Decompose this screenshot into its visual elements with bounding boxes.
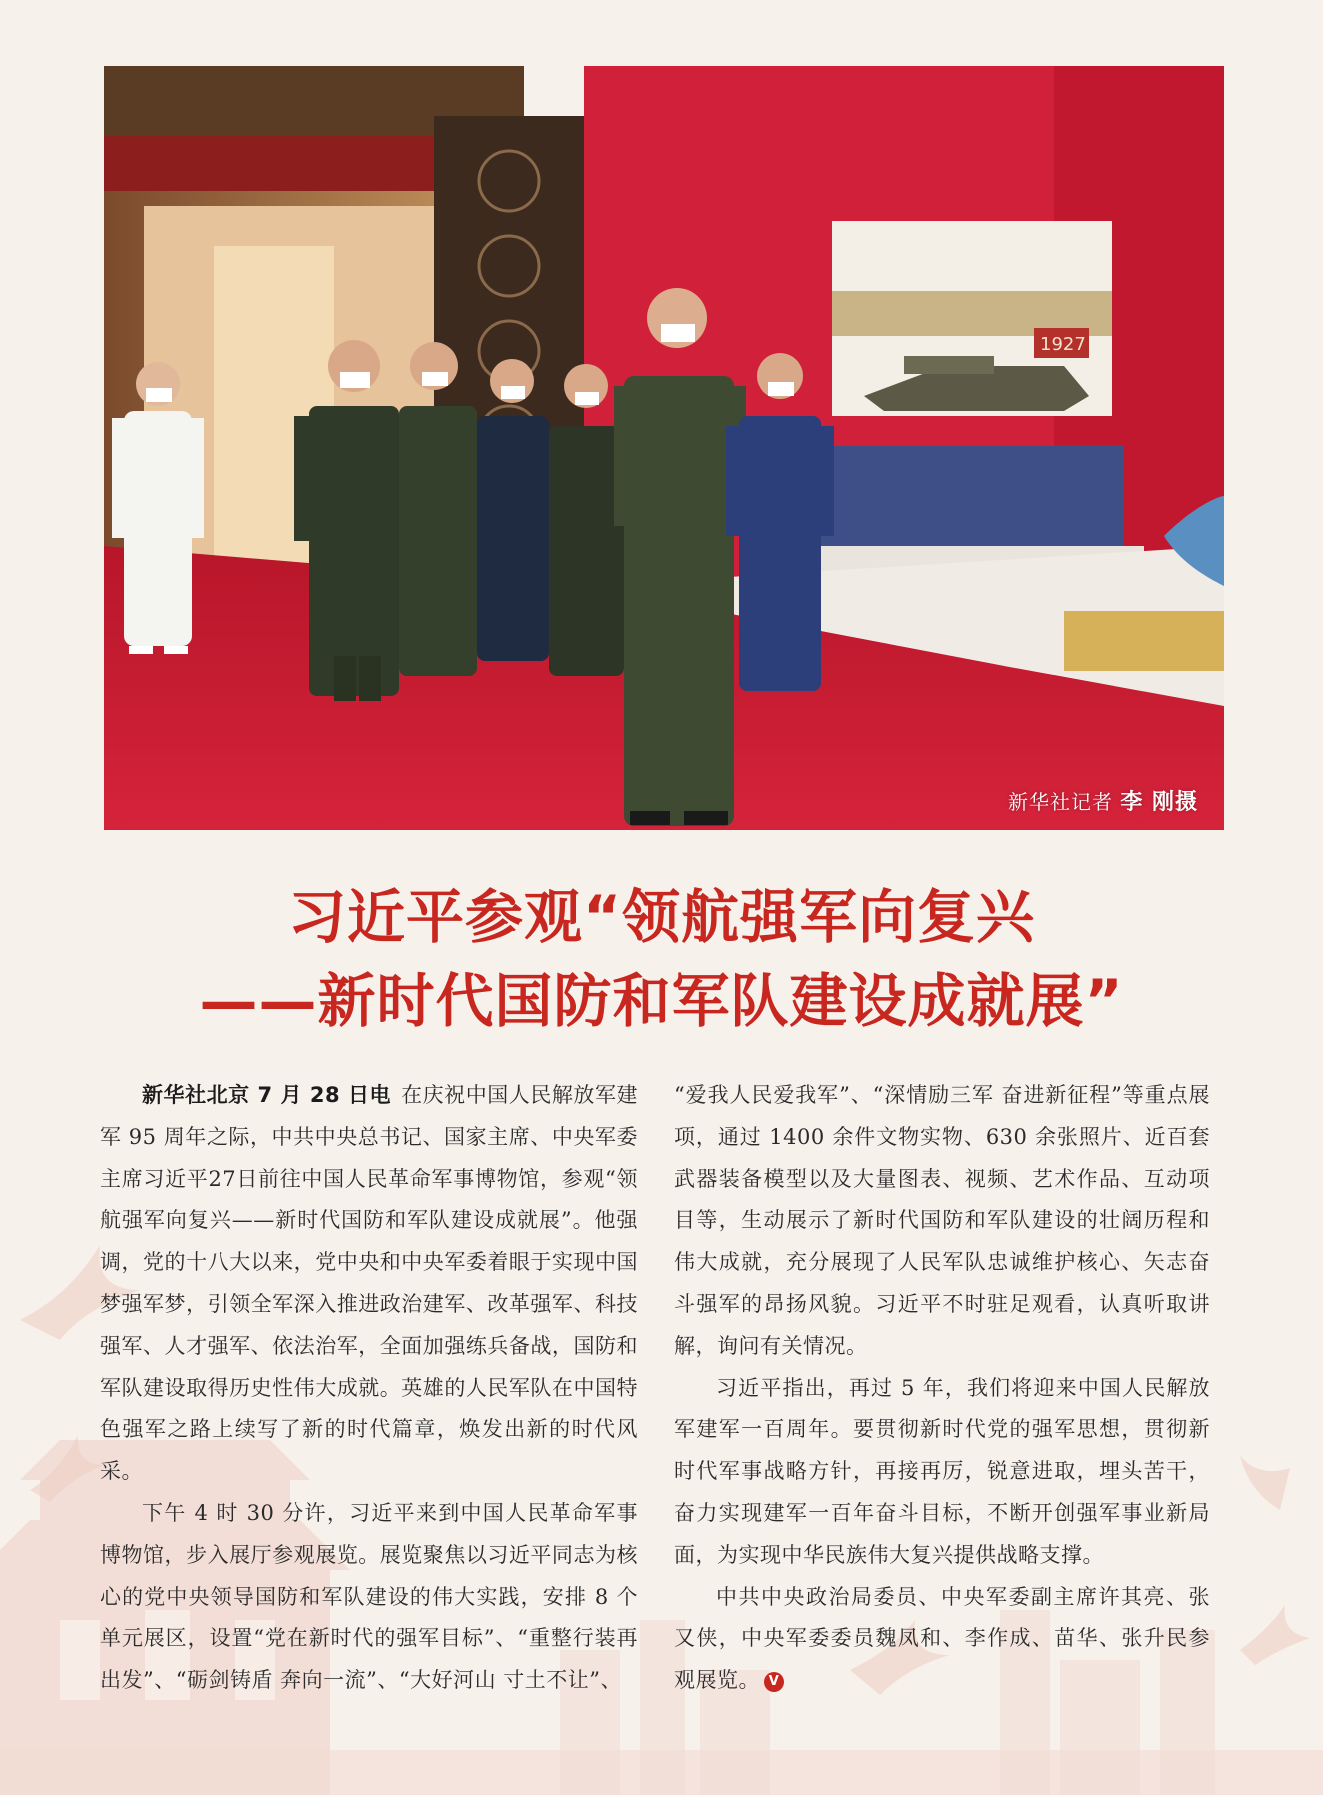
headline-line-2: ——新时代国防和军队建设成就展” bbox=[199, 967, 1124, 1035]
paragraph-4-text: 中共中央政治局委员、中央军委副主席许其亮、张又侠，中央军委委员魏凤和、李作成、苗华、张升民参观展览。 bbox=[674, 1584, 1210, 1693]
article-column-right bbox=[674, 1075, 1210, 1702]
article-paragraph-2: 下午 4 时 30 分许，习近平来到中国人民革命军事博物馆，步入展厅参观展览。展览聚焦以习近平同志为核心的党中央领导国防和军队建设的伟大实践，安排 8 个单元展区，设置“党在新时代的强军目标”、“重整行装再出发”、“砺剑铸盾 奔向一流”、“大好河山 寸土不让”、 bbox=[100, 1500, 638, 1693]
article-paragraph-4 bbox=[674, 1577, 1210, 1702]
photo-credit-prefix: 新华社记者 bbox=[1007, 790, 1113, 814]
headline-line-1: 习近平参观“领航强军向复兴 bbox=[287, 883, 1036, 951]
end-mark-icon: V bbox=[764, 1672, 784, 1692]
photo-credit bbox=[1008, 785, 1198, 816]
article-paragraph-3: 习近平指出，再过 5 年，我们将迎来中国人民解放军建军一百周年。要贯彻新时代党的强军思想，贯彻新时代军事战略方针，再接再厉，锐意进取，埋头苦干，奋力实现建军一百年奋斗目标，不断开创强军事业新局面，为实现中华民族伟大复兴提供战略支撑。 bbox=[674, 1375, 1210, 1567]
article-paragraph-2-continued: “爱我人民爱我军”、“深情励三军 奋进新征程”等重点展项，通过 1400 余件文物实物、630 余张照片、近百套武器装备模型以及大量图表、视频、艺术作品、互动项目等，生动展示了新时代国防和军队建设的壮阔历程和伟大成就，充分展现了人民军队忠诚维护核心、矢志奋斗强军的昂扬风貌。习近平不时驻足观看，认真听取讲解，询问有关情况。 bbox=[674, 1083, 1210, 1358]
dateline: 新华社北京 7 月 28 日电 bbox=[142, 1083, 392, 1107]
paragraph-1-text: 在庆祝中国人民解放军建军 95 周年之际，中共中央总书记、国家主席、中央军委主席习近平27日前往中国人民革命军事博物馆，参观“领航强军向复兴——新时代国防和军队建设成就展”。他强调，党的十八大以来，党中央和中央军委着眼于实现中国梦强军梦，引领全军深入推进政治建军、改革强军、科技强军、人才强军、依法治军，全面加强练兵备战，国防和军队建设取得历史性伟大成就。英雄的人民军队在中国特色强军之路上续写了新的时代篇章，焕发出新的时代风采。 bbox=[100, 1083, 638, 1484]
article-column-left bbox=[100, 1075, 638, 1702]
exhibit-date: 1927 bbox=[1040, 334, 1086, 355]
photo-credit-name: 李 刚摄 bbox=[1120, 790, 1198, 815]
dove-icon bbox=[1240, 1605, 1310, 1665]
article-paragraph-1 bbox=[100, 1075, 638, 1493]
dove-icon bbox=[1240, 1455, 1290, 1510]
news-photo bbox=[104, 66, 1224, 830]
